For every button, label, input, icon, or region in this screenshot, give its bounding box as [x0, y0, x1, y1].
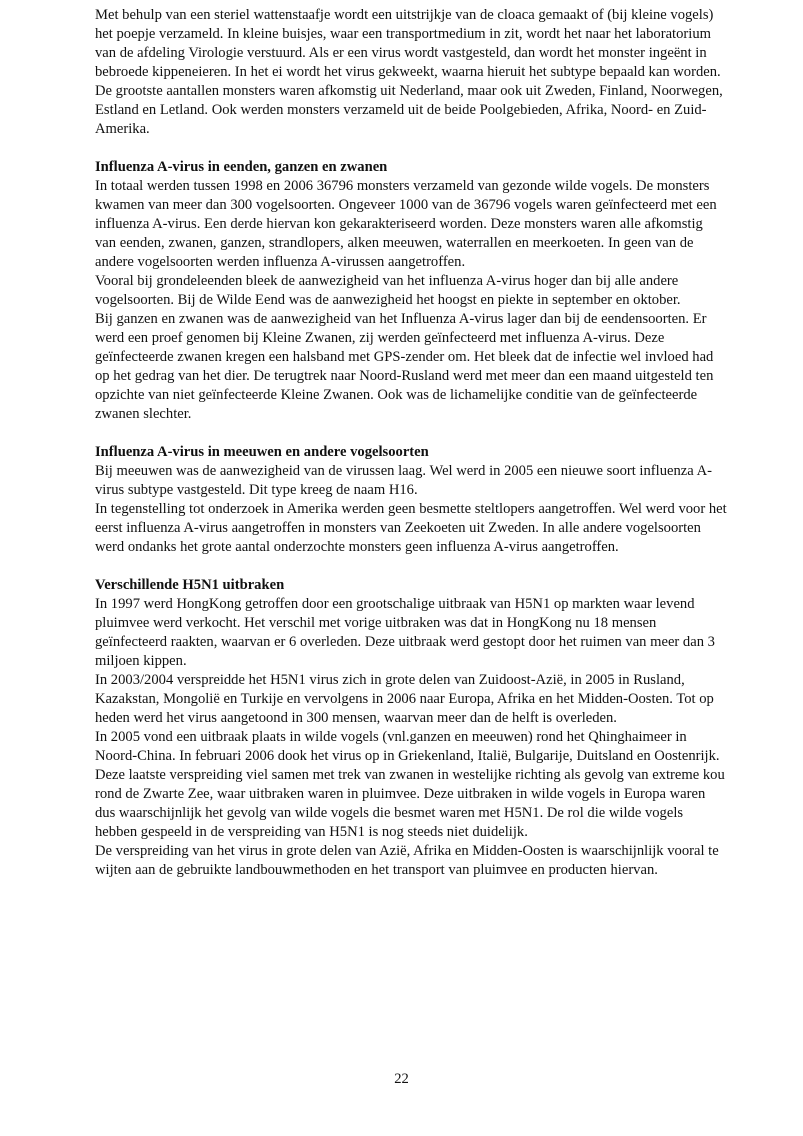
- section-meeuwen: [95, 443, 727, 557]
- body-paragraph: Bij ganzen en zwanen was de aanwezigheid van het Influenza A-virus lager dan bij de eendensoorten. Er werd een proef genomen bij Kleine Zwanen, zij werden geïnfecteerd met influenza A-virus. Deze geïnfecteerde zwanen kregen een halsband met GPS-zender om. Het bleek dat de infectie wel invloed had op het gedrag van het dier. De terugtrek naar Noord-Rusland werd met meer dan een maand uitgesteld ten opzichte van niet geïnfecteerde Kleine Zwanen. Ook was de lichamelijke conditie van de geïnfecteerde zwanen slechter.: [95, 311, 714, 422]
- section-heading: Influenza A-virus in meeuwen en andere vogelsoorten: [95, 444, 429, 460]
- intro-paragraph: Met behulp van een steriel wattenstaafje wordt een uitstrijkje van de cloaca gemaakt of (bij kleine vogels) het poepje verzameld. In kleine buisjes, waar een transportmedium in zit, wordt het naar het laboratorium van de afdeling Virologie verstuurd. Als er een virus wordt vastgesteld, dan wordt het monster ingeënt in bebroede kippeneieren. In het ei wordt het virus gekweekt, waarna hieruit het subtype bepaald kan worden. De grootste aantallen monsters waren afkomstig uit Nederland, maar ook uit Zweden, Finland, Noorwegen, Estland en Letland. Ook werden monsters verzameld uit de beide Poolgebieden, Afrika, Noord- en Zuid-Amerika.: [95, 7, 723, 137]
- page-number: 22: [394, 1071, 409, 1087]
- document-page: [95, 6, 727, 880]
- body-paragraph: In 2005 vond een uitbraak plaats in wilde vogels (vnl.ganzen en meeuwen) rond het Qhinghaimeer in Noord-China. In februari 2006 dook het virus op in Griekenland, Italië, Bulgarije, Duitsland en Oostenrijk. Deze laatste verspreiding viel samen met trek van zwanen in westelijke richting als gevolg van extreme kou rond de Zwarte Zee, waar uitbraken waren in pluimvee. Deze uitbraken in wilde vogels in Europa waren dus waarschijnlijk het gevolg van wilde vogels die besmet waren met H5N1. De rol die wilde vogels hebben gespeeld in de verspreiding van H5N1 is nog steeds niet duidelijk.: [95, 729, 725, 840]
- section-eenden-ganzen-zwanen: [95, 158, 727, 424]
- body-paragraph: In 1997 werd HongKong getroffen door een grootschalige uitbraak van H5N1 op markten waar levend pluimvee werd verkocht. Het verschil met vorige uitbraken was dat in HongKong nu 18 mensen geïnfecteerd raakten, waarvan er 6 overleden. Deze uitbraak werd gestopt door het ruimen van meer dan 3 miljoen kippen.: [95, 596, 715, 669]
- section-heading: Influenza A-virus in eenden, ganzen en zwanen: [95, 159, 388, 175]
- body-paragraph: In 2003/2004 verspreidde het H5N1 virus zich in grote delen van Zuidoost-Azië, in 2005 in Rusland, Kazakstan, Mongolië en Turkije en vervolgens in 2006 naar Europa, Afrika en het Midden-Oosten. Tot op heden werd het virus aangetoond in 300 mensen, waarvan meer dan de helft is overleden.: [95, 672, 714, 726]
- body-paragraph: In tegenstelling tot onderzoek in Amerika werden geen besmette steltlopers aangetroffen. Wel werd voor het eerst influenza A-virus aangetroffen in monsters van Zeekoeten uit Zweden. In alle andere vogelsoorten werd ondanks het grote aantal onderzochte monsters geen influenza A-virus aangetroffen.: [95, 501, 727, 555]
- body-paragraph: In totaal werden tussen 1998 en 2006 36796 monsters verzameld van gezonde wilde vogels. De monsters kwamen van meer dan 300 vogelsoorten. Ongeveer 1000 van de 36796 vogels waren geïnfecteerd met een influenza A-virus. Een derde hiervan kon gekarakteriseerd worden. Deze monsters waren alle afkomstig van eenden, zwanen, ganzen, strandlopers, alken meeuwen, waterrallen en meerkoeten. In geen van de andere vogelsoorten werden influenza A-virussen aangetroffen.: [95, 178, 717, 270]
- section-h5n1-uitbraken: [95, 576, 727, 880]
- body-paragraph: Vooral bij grondeleenden bleek de aanwezigheid van het influenza A-virus hoger dan bij alle andere vogelsoorten. Bij de Wilde Eend was de aanwezigheid het hoogst en piekte in september en oktober.: [95, 273, 681, 308]
- section-heading: Verschillende H5N1 uitbraken: [95, 577, 285, 593]
- body-paragraph: De verspreiding van het virus in grote delen van Azië, Afrika en Midden-Oosten is waarschijnlijk vooral te wijten aan de gebruikte landbouwmethoden en het transport van pluimvee en producten hiervan.: [95, 843, 719, 878]
- paragraph-gap: [95, 424, 727, 443]
- body-paragraph: Bij meeuwen was de aanwezigheid van de virussen laag. Wel werd in 2005 een nieuwe soort influenza A-virus subtype vastgesteld. Dit type kreeg de naam H16.: [95, 463, 712, 498]
- paragraph-gap: [95, 557, 727, 576]
- paragraph-gap: [95, 139, 727, 158]
